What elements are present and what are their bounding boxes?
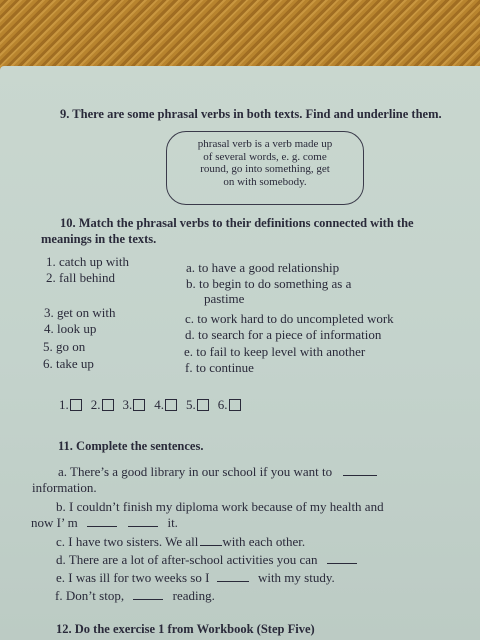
answer-slot[interactable]: 6.	[218, 397, 241, 413]
exercise-11-title: 11. Complete the sentences.	[58, 439, 204, 453]
answer-boxes	[59, 397, 241, 413]
sentence-b: b. I couldn’t finish my diploma work because of my health and	[56, 499, 384, 514]
checkbox[interactable]	[70, 399, 82, 411]
verb-item: 3. get on with	[44, 305, 116, 320]
note-line: on with somebody.	[223, 175, 307, 188]
checkbox[interactable]	[229, 399, 241, 411]
sentence-e: e. I was ill for two weeks so I with my study.	[56, 570, 335, 585]
blank[interactable]	[87, 526, 117, 527]
definition-item: d. to search for a piece of information	[185, 327, 382, 342]
sentence-f: f. Don’t stop, reading.	[55, 588, 215, 603]
sentence-c: c. I have two sisters. We all with each other.	[56, 534, 306, 549]
answer-slot[interactable]: 5.	[186, 397, 209, 413]
definition-item: f. to continue	[185, 360, 254, 375]
answer-slot[interactable]: 1.	[59, 397, 82, 413]
note-line: phrasal verb is a verb made up	[197, 138, 333, 150]
verb-item: 1. catch up with	[46, 254, 130, 269]
note-line: of several words, e. g. come	[203, 150, 327, 163]
blank[interactable]	[200, 545, 222, 546]
exercise-9-title: 9. There are some phrasal verbs in both texts. Find and underline them.	[60, 107, 442, 121]
definition-item: pastime	[204, 291, 245, 306]
definition-item: a. to have a good relationship	[186, 260, 340, 275]
blank[interactable]	[133, 599, 163, 600]
checkbox[interactable]	[165, 399, 177, 411]
note-line: round, go into something, get	[200, 163, 330, 175]
verb-item: 4. look up	[44, 321, 97, 336]
answer-slot[interactable]: 2.	[91, 397, 114, 413]
definition-item: e. to fail to keep level with another	[184, 344, 366, 359]
blank[interactable]	[343, 475, 377, 476]
phrasal-verb-note-box	[166, 131, 364, 205]
blank[interactable]	[128, 526, 158, 527]
sentence-d: d. There are a lot of after-school activities you can	[56, 552, 357, 567]
checkbox[interactable]	[197, 399, 209, 411]
sentence-b-cont: now I’ m it.	[31, 515, 178, 530]
answer-slot[interactable]: 4.	[154, 397, 177, 413]
exercise-10-title-cont: meanings in the texts.	[41, 232, 157, 246]
sentence-a: a. There’s a good library in our school if you want to	[58, 464, 377, 479]
checkbox[interactable]	[102, 399, 114, 411]
answer-slot[interactable]: 3.	[123, 397, 146, 413]
verb-item: 5. go on	[43, 339, 86, 354]
sentence-a-cont: information.	[32, 480, 97, 495]
verb-item: 6. take up	[43, 356, 94, 371]
definition-item: c. to work hard to do uncompleted work	[185, 311, 394, 326]
definition-item: b. to begin to do something as a	[186, 276, 352, 291]
exercise-10-title: 10. Match the phrasal verbs to their definitions connected with the	[60, 216, 414, 230]
checkbox[interactable]	[133, 399, 145, 411]
blank[interactable]	[327, 563, 357, 564]
blank[interactable]	[217, 581, 249, 582]
exercise-12-title: 12. Do the exercise 1 from Workbook (Step Five)	[56, 622, 315, 636]
verb-item: 2. fall behind	[46, 270, 115, 285]
